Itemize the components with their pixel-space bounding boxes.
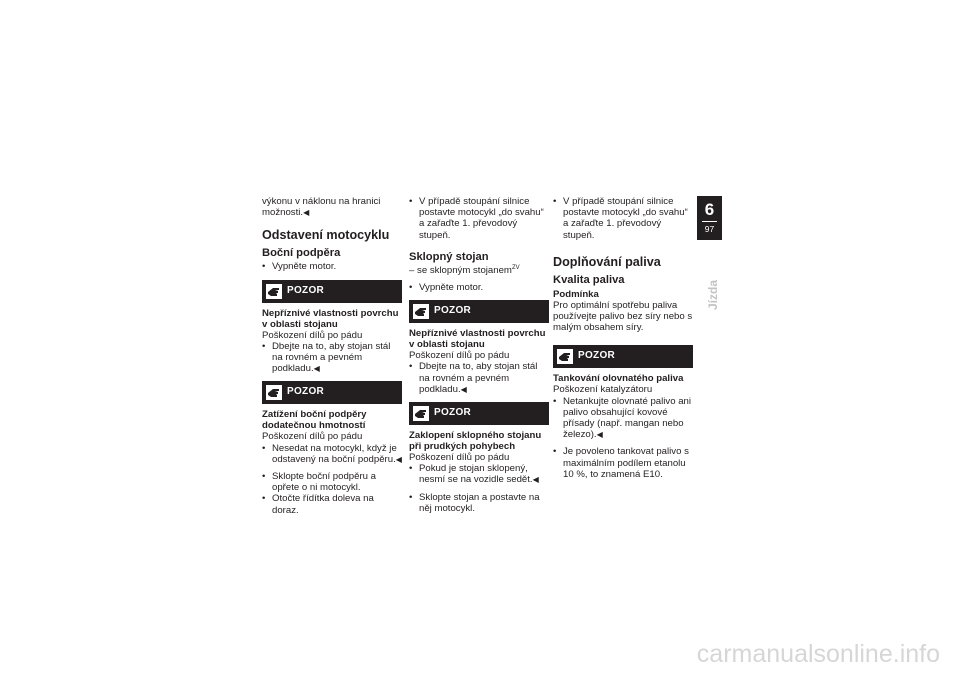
intro-text: výkonu v náklonu na hranici možnosti.◀ [262, 196, 381, 219]
subsection-heading: Sklopný stojan [409, 250, 489, 263]
hand-warning-icon [557, 349, 573, 364]
warning-action: • Nesedat na motocykl, když je odstavený na boční podpěru.◀ [262, 442, 402, 465]
warning-consequence: Poškození dílů po pádu [262, 329, 363, 341]
warning-consequence: Poškození dílů po pádu [409, 452, 510, 464]
step: • V případě stoupání silnice postavte motocykl „do svahu“ a zařaďte 1. převodový stupeň. [409, 196, 544, 241]
step: • Otočte řídítka doleva na doraz. [262, 493, 374, 516]
step: • Je povoleno tankovat palivo s maximálním podílem etanolu 10 %, to znamená E10. [553, 446, 689, 480]
warning-title: Nepříznivé vlastnosti povrchu v oblasti stojanu [262, 307, 399, 330]
warning-box [262, 381, 402, 404]
end-mark: ◀ [460, 384, 467, 394]
option-note: – se sklopným stojanem$^{ZV}$ [409, 264, 520, 276]
warning-box [553, 345, 693, 368]
chapter-side-label [701, 270, 721, 310]
end-mark: ◀ [395, 454, 402, 464]
warning-label: POZOR [434, 305, 472, 317]
tab-divider [702, 221, 717, 222]
condition-text: Pro optimální spotřebu paliva používejte palivo bez síry nebo s malým obsahem síry. [553, 299, 693, 334]
hand-warning-icon [266, 385, 282, 400]
step: • Sklopte stojan a postavte na něj motocykl. [409, 491, 540, 514]
warning-title: Tankování olovnatého paliva [553, 373, 684, 385]
column-3 [553, 196, 693, 480]
watermark: carmanualsonline.info [696, 640, 940, 668]
step: • Vypněte motor. [262, 261, 337, 273]
warning-consequence: Poškození katalyzátoru [553, 384, 653, 396]
section-heading: Odstavení motocyklu [262, 228, 390, 243]
end-mark: ◀ [532, 475, 539, 485]
section-heading: Doplňování paliva [553, 254, 661, 269]
warning-title: Nepříznivé vlastnosti povrchu v oblasti stojanu [409, 328, 546, 351]
hand-warning-icon [413, 406, 429, 421]
chapter-tab [697, 196, 722, 240]
condition-heading: Podmínka [553, 288, 599, 300]
end-mark: ◀ [313, 364, 320, 374]
step: • V případě stoupání silnice postavte motocykl „do svahu“ a zařaďte 1. převodový stupeň. [553, 196, 688, 241]
warning-action: • Netankujte olovnaté palivo ani palivo obsahující kovové přísady (např. mangan nebo železo).◀ [553, 395, 692, 441]
column-2 [409, 196, 549, 514]
warning-action: • Pokud je stojan sklopený, nesmí se na vozidle sedět.◀ [409, 463, 539, 486]
warning-label: POZOR [287, 386, 325, 398]
warning-label: POZOR [287, 284, 325, 296]
warning-title: Zaklopení sklopného stojanu při prudkých pohybech [409, 430, 542, 453]
page-number: 97 [704, 224, 715, 234]
warning-title: Zatížení boční podpěry dodatečnou hmotností [262, 409, 367, 432]
hand-warning-icon [266, 284, 282, 299]
end-mark: ◀ [596, 430, 603, 440]
warning-consequence: Poškození dílů po pádu [409, 350, 510, 362]
warning-box [409, 402, 549, 425]
step: • Vypněte motor. [409, 282, 484, 294]
warning-action: • Dbejte na to, aby stojan stál na rovném a pevném podkladu.◀ [262, 340, 391, 375]
option-mark: ZV [511, 264, 520, 271]
column-1 [262, 196, 402, 516]
warning-box [409, 300, 549, 323]
hand-warning-icon [413, 304, 429, 319]
subsection-heading: Boční podpěra [262, 247, 341, 260]
warning-box [262, 280, 402, 303]
warning-action: • Dbejte na to, aby stojan stál na rovném a pevném podkladu.◀ [409, 361, 538, 395]
subsection-heading: Kvalita paliva [553, 273, 625, 286]
chapter-number: 6 [704, 200, 715, 219]
warning-label: POZOR [578, 350, 616, 362]
end-mark: ◀ [303, 208, 310, 218]
warning-label: POZOR [434, 407, 472, 419]
chapter-side-label-text: Jízda [706, 279, 720, 310]
step: • Sklopte boční podpěru a opřete o ni motocykl. [262, 471, 377, 494]
warning-consequence: Poškození dílů po pádu [262, 431, 363, 443]
